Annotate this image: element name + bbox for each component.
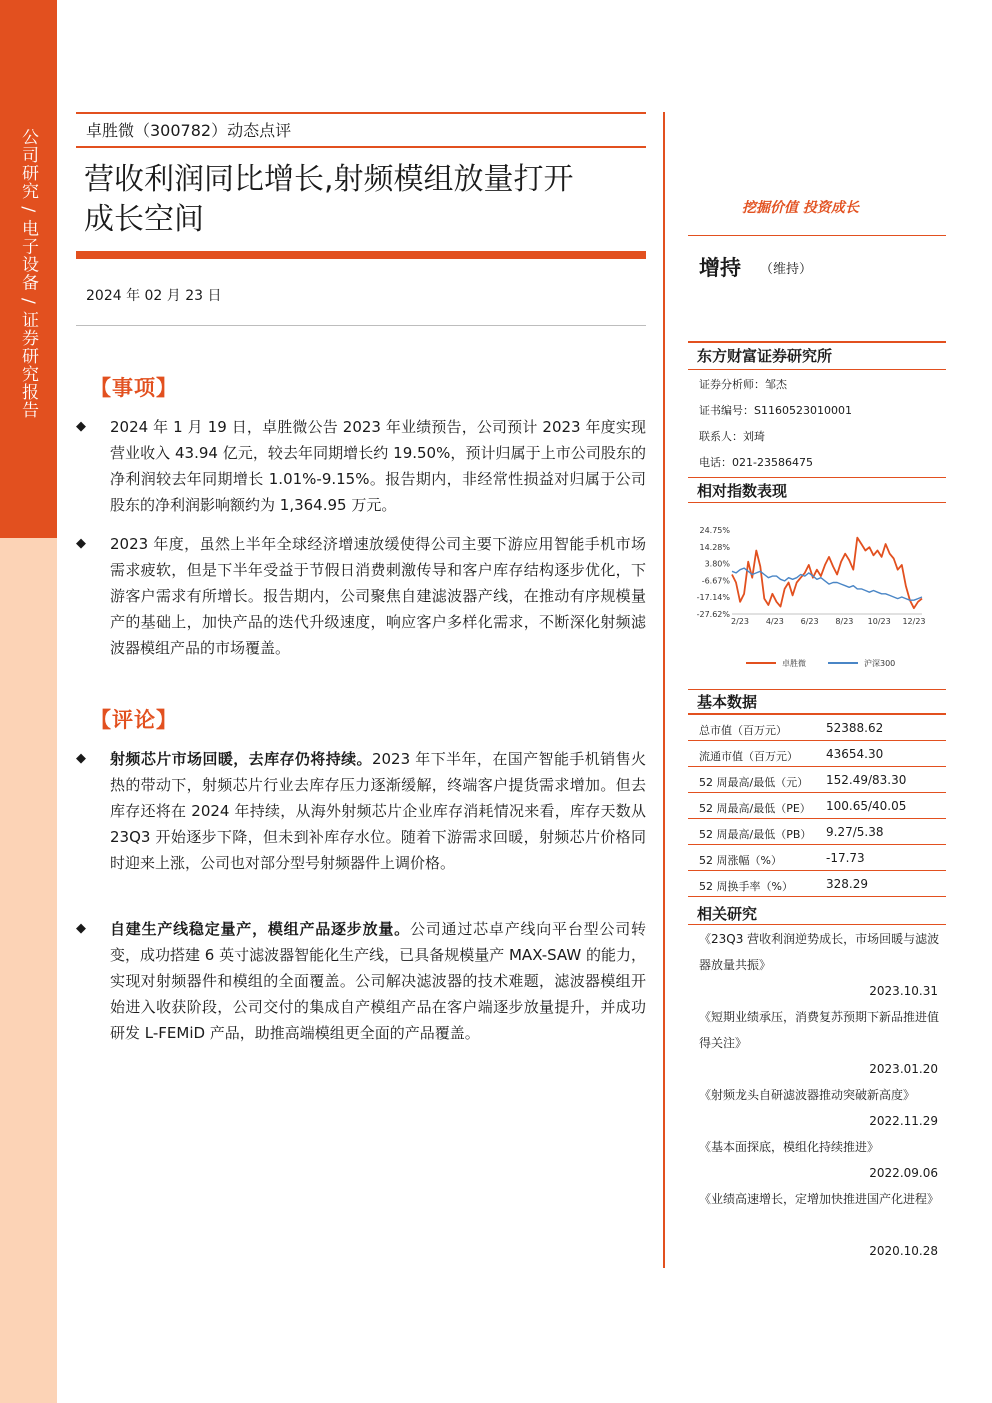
related-heading: 相关研究 xyxy=(697,905,758,923)
date-rule xyxy=(76,325,646,326)
paragraph-body xyxy=(110,916,646,1046)
rating-top-rule xyxy=(688,235,946,236)
sidebar-label: 公司研究 / 电子设备 / 证券研究报告 xyxy=(18,128,38,420)
basic-data-value: 328.29 xyxy=(826,877,868,891)
y-tick-label: -27.62% xyxy=(696,610,730,619)
basic-data-row xyxy=(688,819,946,845)
basic-data-row xyxy=(688,845,946,871)
related-report-date: 2020.10.28 xyxy=(869,1244,938,1258)
related-report-title[interactable]: 《短期业绩承压，消费复苏预期下新品推进值得关注》 xyxy=(699,1010,940,1050)
diamond-bullet-icon: ◆ xyxy=(76,751,86,766)
top-rule xyxy=(76,112,646,114)
related-report-title[interactable]: 《23Q3 营收利润逆势成长，市场回暖与滤波器放量共振》 xyxy=(699,932,940,972)
basic-data-key: 52 周最高/最低（PB） xyxy=(699,828,812,841)
related-report-date: 2023.10.31 xyxy=(869,984,938,998)
basic-data-key: 52 周涨幅（%） xyxy=(699,854,782,867)
y-tick-label: 14.28% xyxy=(699,542,730,552)
chart-top-rule xyxy=(688,477,946,478)
related-report-date: 2022.09.06 xyxy=(869,1166,938,1180)
chart-svg xyxy=(688,510,946,682)
x-tick-label: 8/23 xyxy=(835,617,854,626)
y-tick-label: -6.67% xyxy=(701,576,730,586)
chart-heading-rule xyxy=(688,502,946,503)
basic-data-row xyxy=(688,793,946,819)
event-paragraph-2 xyxy=(76,531,646,661)
basic-data-value: 100.65/40.05 xyxy=(826,799,907,813)
basic-data-value: -17.73 xyxy=(826,851,865,865)
basic-top-rule xyxy=(688,689,946,690)
paragraph-text: 2023 年下半年，在国产智能手机销售火热的带动下，射频芯片行业去库存压力逐渐缓解，终端客户提货需求增加。但去库存还将在 2024 年持续，从海外射频芯片企业库存消耗情况来看，库存天数从 23Q3 开始逐步下降，但未到补库存水位。随着下游需求回暖，射频芯片价格同时迎来上涨，公司也对部分型号射频器件上调价格。 xyxy=(110,750,646,872)
column-divider xyxy=(663,112,665,1268)
analyst: 证券分析师：邹杰 xyxy=(699,378,787,391)
comment-paragraph-2 xyxy=(76,916,646,1046)
legend-label: 沪深300 xyxy=(864,659,896,668)
x-tick-label: 10/23 xyxy=(867,617,891,626)
x-tick-label: 6/23 xyxy=(800,617,819,626)
event-heading: 【事项】 xyxy=(90,376,178,400)
related-report-title[interactable]: 《基本面探底，模组化持续推进》 xyxy=(699,1140,880,1154)
chart-heading: 相对指数表现 xyxy=(697,482,788,500)
basic-data-value: 52388.62 xyxy=(826,721,884,735)
basic-data-row xyxy=(688,741,946,767)
title-line-1: 营收利润同比增长,射频模组放量打开 xyxy=(84,162,574,197)
paragraph-lead: 自建生产线稳定量产，模组产品逐步放量。 xyxy=(110,920,410,938)
basic-data-value: 43654.30 xyxy=(826,747,884,761)
slogan: 挖掘价值 投资成长 xyxy=(742,200,859,216)
paragraph-body xyxy=(110,746,646,876)
legend-label: 卓胜微 xyxy=(782,659,806,668)
related-report-title[interactable]: 《业绩高速增长，定增加快推进国产化进程》 xyxy=(699,1192,940,1206)
comment-heading: 【评论】 xyxy=(90,708,178,732)
paragraph-lead: 射频芯片市场回暖，去库存仍将持续。 xyxy=(110,750,372,768)
phone: 电话：021-23586475 xyxy=(699,456,813,469)
rating: 增持 xyxy=(699,256,741,280)
institute-bottom-rule xyxy=(688,369,946,370)
x-tick-label: 2/23 xyxy=(731,617,749,626)
paragraph-text: 2023 年度，虽然上半年全球经济增速放缓使得公司主要下游应用智能手机市场需求疲软，但是下半年受益于节假日消费刺激传导和客户库存结构逐步优化，下游客户需求有所增长。报告期内，公司聚焦自建滤波器产线，在推动有序规模量产的基础上，加快产品的迭代升级速度，响应客户多样化需求，不断深化射频滤波器模组产品的市场覆盖。 xyxy=(110,535,646,657)
y-tick-label: 24.75% xyxy=(699,526,730,535)
rating-note: （维持） xyxy=(760,262,813,277)
event-paragraph-1 xyxy=(76,414,646,518)
related-report-date: 2023.01.20 xyxy=(869,1062,938,1076)
x-tick-label: 12/23 xyxy=(902,617,926,626)
y-tick-label: 3.80% xyxy=(704,559,730,569)
cert-number: 证书编号：S1160523010001 xyxy=(699,404,852,417)
report-type: 卓胜微（300782）动态点评 xyxy=(86,121,292,140)
title-line-2: 成长空间 xyxy=(84,202,204,237)
comment-paragraph-1 xyxy=(76,746,646,876)
diamond-bullet-icon: ◆ xyxy=(76,419,86,434)
related-report-date: 2022.11.29 xyxy=(869,1114,938,1128)
x-tick-label: 4/23 xyxy=(765,617,784,626)
related-report-title[interactable]: 《射频龙头自研滤波器推动突破新高度》 xyxy=(699,1088,916,1102)
basic-data-key: 52 周最高/最低（元） xyxy=(699,776,809,789)
basic-data-key: 流通市值（百万元） xyxy=(699,750,798,763)
diamond-bullet-icon: ◆ xyxy=(76,536,86,551)
relative-performance-chart xyxy=(688,510,946,682)
institute-name: 东方财富证券研究所 xyxy=(697,347,833,365)
contact: 联系人：刘琦 xyxy=(699,430,765,443)
page-title xyxy=(84,160,644,240)
basic-data-heading: 基本数据 xyxy=(697,693,758,711)
related-heading-rule xyxy=(688,924,946,925)
paragraph-text: 2024 年 1 月 19 日，卓胜微公告 2023 年业绩预告，公司预计 2023 年度实现营业收入 43.94 亿元，较去年同期增长约 19.50%，预计归属于上市公司股东的净利润较去年同期增长 1.01%-9.15%。报告期内，非经常性损益对归属于公司股东的净利润影响额约为 1,364.95 万元。 xyxy=(110,418,646,514)
diamond-bullet-icon: ◆ xyxy=(76,921,86,936)
basic-data-key: 总市值（百万元） xyxy=(699,724,787,737)
sidebar-peach-band xyxy=(0,538,57,1403)
paragraph-text: 公司通过芯卓产线向平台型公司转变，成功搭建 6 英寸滤波器智能化生产线，已具备规模量产 MAX-SAW 的能力，实现对射频器件和模组的全面覆盖。公司解决滤波器的技术难题，滤波器模组开始进入收获阶段，公司交付的集成自产模组产品在客户端逐步放量提升，并成功研发 L-FEMiD 产品，助推高端模组更全面的产品覆盖。 xyxy=(110,920,646,1042)
title-bottom-rule xyxy=(76,251,646,259)
basic-data-row xyxy=(688,715,946,741)
y-tick-label: -17.14% xyxy=(696,593,730,603)
basic-data-row xyxy=(688,767,946,793)
basic-data-key: 52 周换手率（%） xyxy=(699,880,793,893)
title-top-rule xyxy=(76,146,646,148)
institute-top-rule xyxy=(688,341,946,343)
basic-data-row xyxy=(688,871,946,897)
report-date: 2024 年 02 月 23 日 xyxy=(86,288,222,304)
left-sidebar xyxy=(0,0,57,1403)
basic-data-value: 152.49/83.30 xyxy=(826,773,907,787)
basic-data-key: 52 周最高/最低（PE） xyxy=(699,802,811,815)
basic-data-value: 9.27/5.38 xyxy=(826,825,884,839)
